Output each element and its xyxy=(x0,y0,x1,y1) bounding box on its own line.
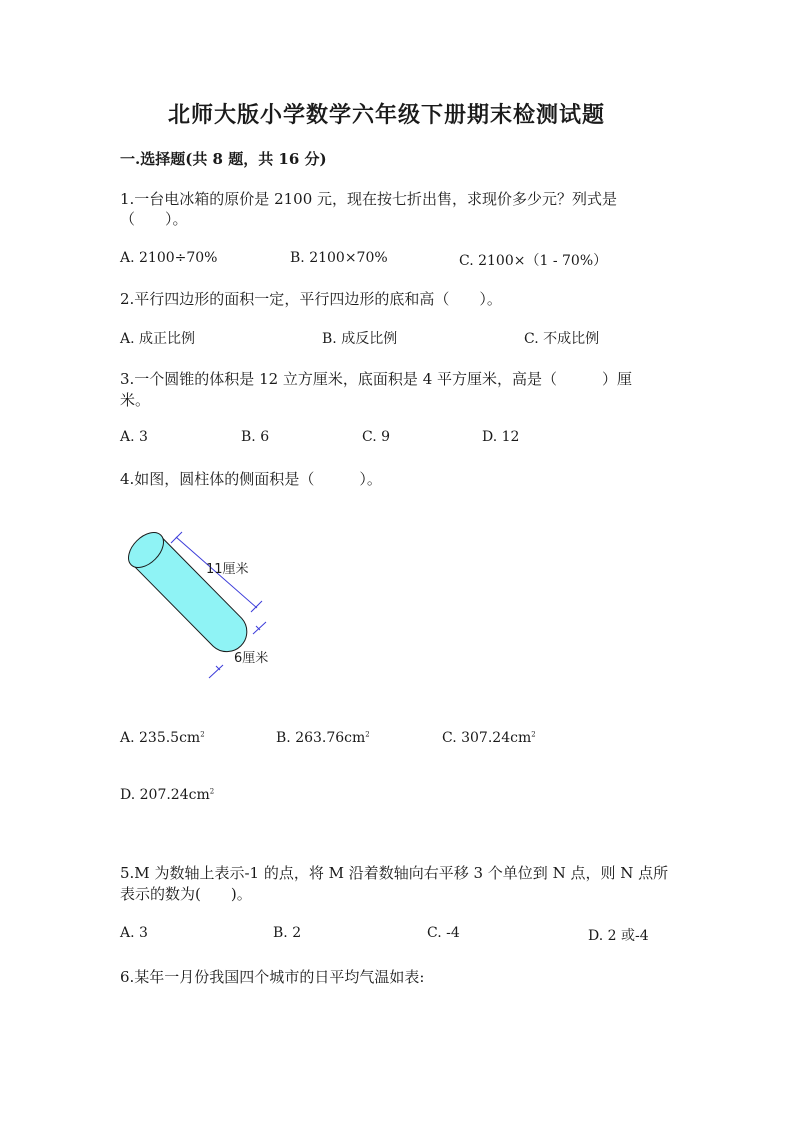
diameter-arrow-top xyxy=(253,622,266,634)
question-5-option-a: A. 3 xyxy=(120,925,148,941)
question-5-option-d: D. 2 或-4 xyxy=(588,928,649,944)
length-label: 11厘米 xyxy=(206,562,249,577)
question-2-text: 2.平行四边形的面积一定，平行四边形的底和高（ ）。 xyxy=(120,290,502,308)
diameter-label: 6厘米 xyxy=(234,651,269,666)
question-3-line-2: 米。 xyxy=(120,391,151,409)
question-1-line-1: 1.一台电冰箱的原价是 2100 元，现在按七折出售，求现价多少元？列式是 xyxy=(120,190,618,208)
question-4-option-d-value: D. 207.24cm xyxy=(120,787,210,803)
question-1-option-a: A. 2100÷70% xyxy=(120,250,218,266)
question-4-option-b xyxy=(276,730,370,746)
question-4-option-a xyxy=(120,730,205,746)
question-6-text: 6.某年一月份我国四个城市的日平均气温如表: xyxy=(120,968,425,986)
page-title: 北师大版小学数学六年级下册期末检测试题 xyxy=(168,102,606,128)
question-3-option-a: A. 3 xyxy=(120,429,148,445)
question-4-option-a-unit-sup: 2 xyxy=(200,730,205,739)
question-4-option-c xyxy=(442,730,536,746)
question-5-line-1: 5.M 为数轴上表示-1 的点，将 M 沿着数轴向右平移 3 个单位到 N 点，则 N 点所 xyxy=(120,864,669,882)
question-4-option-c-value: C. 307.24cm xyxy=(442,730,532,746)
question-2-option-b: B. 成反比例 xyxy=(322,331,398,347)
question-5-option-b: B. 2 xyxy=(273,925,302,941)
question-4-option-b-unit-sup: 2 xyxy=(365,730,370,739)
question-3-option-c: C. 9 xyxy=(362,429,391,445)
question-4-option-d xyxy=(120,787,214,803)
question-4-option-c-unit-sup: 2 xyxy=(531,730,536,739)
cylinder-figure xyxy=(120,522,300,684)
question-2-option-c: C. 不成比例 xyxy=(524,331,600,347)
diameter-arrow-bottom xyxy=(209,665,223,678)
section-heading: 一.选择题(共 8 题，共 16 分) xyxy=(120,150,327,168)
question-3-option-b: B. 6 xyxy=(241,429,270,445)
question-3-line-1: 3.一个圆锥的体积是 12 立方厘米，底面积是 4 平方厘米，高是（ ）厘 xyxy=(120,370,633,388)
question-4-text: 4.如图，圆柱体的侧面积是（ ）。 xyxy=(120,470,382,488)
question-5-option-c: C. -4 xyxy=(427,925,460,941)
question-4-option-a-value: A. 235.5cm xyxy=(120,730,201,746)
length-tick-bottom xyxy=(251,601,262,612)
question-4-option-d-unit-sup: 2 xyxy=(209,787,215,796)
question-1-line-2: （ ）。 xyxy=(120,210,188,228)
question-1-option-b: B. 2100×70% xyxy=(290,250,388,266)
question-1-option-c: C. 2100×（1 - 70%） xyxy=(459,253,608,269)
question-2-option-a: A. 成正比例 xyxy=(120,331,196,347)
question-3-option-d: D. 12 xyxy=(482,429,520,445)
question-4-option-b-value: B. 263.76cm xyxy=(276,730,366,746)
question-5-line-2: 表示的数为( )。 xyxy=(120,885,252,903)
